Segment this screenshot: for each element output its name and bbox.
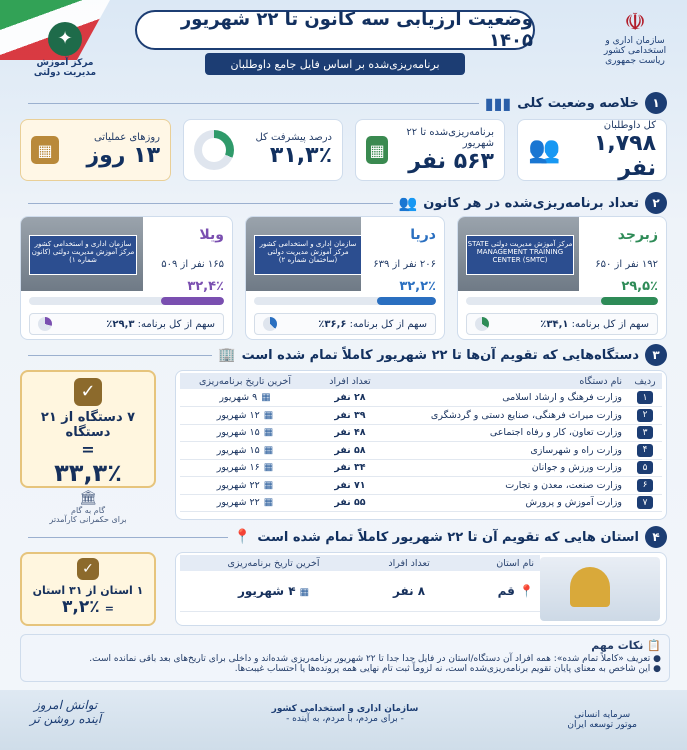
table-row: [180, 442, 662, 460]
section-3-header: [20, 344, 667, 366]
footer-right-text: [567, 710, 637, 730]
branch-count: ۱۶۵ نفر از ۵۰۹: [161, 259, 224, 270]
kpi-label: برنامه‌ریزی‌شده تا ۲۲ شهریور: [406, 126, 494, 149]
note-text: تعریف «کاملاً تمام شده»: همه افراد آن دستگاه/استان در فایل جدا جدا تا ۲۲ شهریور برنامه‌ریزی شده‌اند و داخلی برای تاریخ‌های بعد باقی نمانده است.: [89, 654, 651, 664]
people-count: ۷۱ نفر: [310, 477, 390, 495]
building-sign: سازمان اداری و استخدامی کشور مرکز آموزش مدیریت دولتی (کانون شماره ۱): [29, 235, 137, 275]
table-row: [180, 389, 662, 407]
row-number: ۶: [637, 479, 653, 492]
footer-org-motto: - برای مردم، با مردم، به آینده -: [286, 714, 404, 724]
last-date: ۲۲ شهریور: [216, 497, 260, 509]
share-label: سهم از کل برنامه:: [349, 318, 427, 330]
col-header: آخرین تاریخ برنامه‌ریزی: [180, 555, 367, 571]
government-building-icon: 🏛: [79, 490, 97, 506]
people-count: ۳۹ نفر: [310, 407, 390, 425]
slogan: [30, 698, 101, 726]
row-number: ۱: [637, 391, 653, 404]
section-1-header: [20, 92, 667, 114]
row-number: ۷: [637, 496, 653, 509]
col-header: تعداد افراد: [310, 373, 390, 389]
building-photo: [246, 217, 361, 291]
note-item: ● این شاخص به معنای پایان تقویم برنامه‌ریزی‌شده است، نه لزوماً ثبت تام نهایی همه پرونده‌ها یا احتساب غیبت‌ها.: [234, 664, 661, 674]
equals-sign: =: [81, 440, 95, 459]
device-name: وزارت صنعت، معدن و تجارت: [390, 477, 628, 495]
kpi-value: ۵۶۳ نفر: [408, 148, 494, 174]
kpi-label: روزهای عملیاتی: [93, 132, 160, 143]
slogan-line2: آینده روشن تر: [30, 712, 102, 726]
kpi-card-total: [517, 119, 667, 181]
devices-table-card: [175, 370, 667, 520]
share-value: ۲۹,۳٪: [106, 318, 135, 330]
checkmark-icon: ✓: [74, 378, 102, 406]
building-sign: سازمان اداری و استخدامی کشور مرکز آموزش مدیریت دولتی (ساختمان شماره ۲): [254, 235, 362, 275]
table-row: [180, 477, 662, 495]
note-text: این شاخص به معنای پایان تقویم برنامه‌ریزی‌شده است، نه لزوماً ثبت تام نهایی همه پرونده‌ها یا احتساب غیبت‌ها.: [234, 664, 651, 674]
last-date: ۱۶ شهریور: [216, 462, 260, 474]
last-date: ۱۵ شهریور: [216, 444, 260, 456]
caption-line1: گام به گام: [71, 506, 105, 515]
people-count: ۸ نفر: [367, 571, 451, 611]
provinces-table-card: [175, 552, 667, 626]
calendar-icon: ▦: [263, 479, 274, 491]
branch-share: [466, 313, 658, 335]
iran-emblem-icon: ☫: [624, 8, 646, 36]
footer-right-line2: موتور توسعه ایران: [567, 720, 637, 730]
footer-right-line1: سرمایه انسانی: [574, 710, 631, 720]
table-row: [180, 459, 662, 477]
org-right-line2: ریاست جمهوری: [605, 56, 665, 66]
dome-icon: [570, 567, 610, 607]
kpi-card-progress: [183, 119, 343, 181]
kpi-label: درصد پیشرفت کل: [255, 132, 332, 143]
branch-progress-bar: [466, 297, 658, 305]
device-name: وزارت راه و شهرسازی: [390, 442, 628, 460]
table-row: [180, 407, 662, 425]
col-header: نام دستگاه: [390, 373, 628, 389]
row-number: ۴: [637, 444, 653, 457]
branch-percent: ۲۹,۵٪: [621, 279, 658, 294]
people-count: ۲۸ نفر: [310, 389, 390, 407]
last-date: ۲۲ شهریور: [216, 479, 260, 491]
col-header: آخرین تاریخ برنامه‌ریزی: [180, 373, 310, 389]
calendar-icon: ▦: [263, 427, 274, 439]
table-row: [180, 494, 662, 512]
header: [0, 0, 687, 86]
calendar-icon: ▦: [263, 444, 274, 456]
group-icon: 👥: [398, 194, 418, 212]
row-number: ۳: [637, 426, 653, 439]
checkmark-icon: ✓: [77, 558, 99, 580]
provinces-summary-box: [20, 552, 156, 626]
branch-card-darya: [245, 216, 445, 340]
kpi-value: ۱,۷۹۸ نفر: [593, 130, 656, 181]
calendar-icon: ▦: [261, 392, 271, 403]
branch-name: دریا: [410, 227, 436, 243]
people-count: ۳۴ نفر: [310, 459, 390, 477]
branch-share: [254, 313, 436, 335]
footer-org: [260, 704, 430, 724]
branch-count: ۲۰۶ نفر از ۶۳۹: [373, 259, 436, 270]
building-icon: 🏢: [218, 347, 236, 363]
branch-name: زبرجد: [617, 227, 658, 243]
share-value: ۳۶,۶٪: [318, 318, 347, 330]
branch-percent: ۳۲,۲٪: [399, 279, 436, 294]
smtc-emblem-icon: ✦: [48, 22, 82, 56]
calendar-icon: ▦: [299, 586, 310, 598]
notes-box: [20, 634, 670, 682]
share-label: سهم از کل برنامه:: [137, 318, 215, 330]
provinces-table: [180, 555, 540, 612]
kpi-card-days: [20, 119, 171, 181]
col-header: تعداد افراد: [367, 555, 451, 571]
smtc-logo: [20, 22, 110, 78]
last-date: ۱۲ شهریور: [216, 409, 260, 421]
calendar-icon: ▦: [263, 409, 274, 421]
calendar-icon: ▦: [263, 462, 274, 474]
col-header: ردیف: [628, 373, 662, 389]
kpi-value: ۱۳ روز: [86, 143, 160, 168]
building-sign: مرکز آموزش مدیریت دولتی STATE MANAGEMENT TRAINING CENTER (SMTC): [466, 235, 574, 275]
footer-org-name: سازمان اداری و استخدامی کشور: [271, 704, 419, 714]
section-title: استان هایی که تقویم آن تا ۲۲ شهریور کاملاً تمام شده است: [257, 529, 639, 545]
last-date: ۴ شهریور: [237, 583, 296, 598]
location-pin-icon: 📍: [519, 583, 534, 598]
shrine-illustration: [540, 557, 660, 621]
government-logo: [590, 8, 680, 66]
device-name: وزارت ورزش و جوانان: [390, 459, 628, 477]
summary-text: ۱ استان از ۳۱ استان: [32, 584, 144, 597]
slogan-line1: توانش امروز: [33, 698, 98, 712]
table-row: [180, 571, 540, 611]
device-name: وزارت تعاون، کار و رفاه اجتماعی: [390, 424, 628, 442]
kpi-card-scheduled: [355, 119, 505, 181]
org-left-line2: مدیریت دولتی: [33, 68, 97, 78]
pie-icon: [475, 317, 489, 331]
footer: [0, 690, 687, 750]
branch-progress-bar: [29, 297, 224, 305]
org-left-line1: مرکز آموزش: [36, 58, 94, 68]
summary-percent: ۳,۲٪: [62, 597, 100, 617]
table-row: [180, 424, 662, 442]
device-name: وزارت آموزش و پرورش: [390, 494, 628, 512]
branch-card-zabarjad: [457, 216, 667, 340]
share-value: ۳۴,۱٪: [540, 318, 569, 330]
section-title: خلاصه وضعیت کلی: [517, 95, 639, 111]
pie-icon: [263, 317, 277, 331]
section-number: ۳: [645, 344, 667, 366]
section-number: ۲: [645, 192, 667, 214]
branch-share: [29, 313, 224, 335]
row-number: ۵: [637, 461, 653, 474]
notes-title: نکات مهم: [591, 639, 644, 652]
col-header: نام استان: [451, 555, 540, 571]
building-photo: [458, 217, 579, 291]
devices-summary-box: [20, 370, 156, 488]
last-date: ۱۵ شهریور: [216, 427, 260, 439]
page-title: وضعیت ارزیابی سه کانون تا ۲۲ شهریور ۱۴۰۵: [135, 10, 535, 50]
last-date: ۹ شهریور: [219, 392, 258, 403]
page-subtitle: برنامه‌ریزی‌شده بر اساس فایل جامع داوطلبان: [205, 53, 465, 75]
section-number: ۱: [645, 92, 667, 114]
province-name: قم: [497, 583, 515, 598]
devices-table: [180, 373, 662, 512]
section-title: تعداد برنامه‌ریزی‌شده در هر کانون: [423, 195, 639, 211]
people-count: ۴۸ نفر: [310, 424, 390, 442]
summary-caption: [20, 490, 156, 524]
kpi-value: ۳۱,۳٪: [269, 143, 332, 168]
kpi-label: کل داوطلبان: [603, 119, 656, 131]
section-2-header: [20, 192, 667, 214]
summary-text: ۷ دستگاه از ۲۱ دستگاه: [40, 410, 136, 440]
people-icon: 👥: [528, 135, 561, 165]
device-name: وزارت میراث فرهنگی، صنایع دستی و گردشگری: [390, 407, 628, 425]
pie-icon: [38, 317, 52, 331]
people-count: ۵۵ نفر: [310, 494, 390, 512]
caption-line2: برای حکمرانی کارآمدتر: [49, 515, 127, 524]
note-item: ● تعریف «کاملاً تمام شده»: همه افراد آن دستگاه/استان در فایل جدا جدا تا ۲۲ شهریور برنامه‌ریزی شده‌اند و داخلی برای تاریخ‌های بعد باقی نمانده است.: [89, 654, 661, 664]
summary-percent: ۳۳,۳٪: [54, 459, 122, 487]
people-count: ۵۸ نفر: [310, 442, 390, 460]
section-number: ۴: [645, 526, 667, 548]
share-label: سهم از کل برنامه:: [571, 318, 649, 330]
org-right-line1: سازمان اداری و استخدامی کشور: [603, 36, 667, 56]
branch-name: ویلا: [199, 227, 224, 243]
branch-progress-bar: [254, 297, 436, 305]
branch-count: ۱۹۲ نفر از ۶۵۰: [595, 259, 658, 270]
calendar-icon: ▦: [263, 497, 274, 509]
notes-icon: 📋: [647, 639, 661, 652]
device-name: وزارت فرهنگ و ارشاد اسلامی: [390, 389, 628, 407]
building-photo: [21, 217, 143, 291]
row-number: ۲: [637, 409, 653, 422]
location-pin-icon: 📍: [233, 529, 252, 545]
section-title: دستگاه‌هایی که تقویم آن‌ها تا ۲۲ شهریور کاملاً تمام شده است: [241, 347, 639, 363]
donut-icon: [194, 130, 234, 170]
equals-sign: =: [104, 602, 114, 615]
branch-percent: ۳۲,۴٪: [187, 279, 224, 294]
branch-card-villa: [20, 216, 233, 340]
calendar-icon: ▦: [366, 136, 388, 164]
calendar-icon: ▦: [31, 136, 59, 164]
bar-chart-icon: ▮▮▮: [484, 93, 512, 113]
section-4-header: [20, 526, 667, 548]
